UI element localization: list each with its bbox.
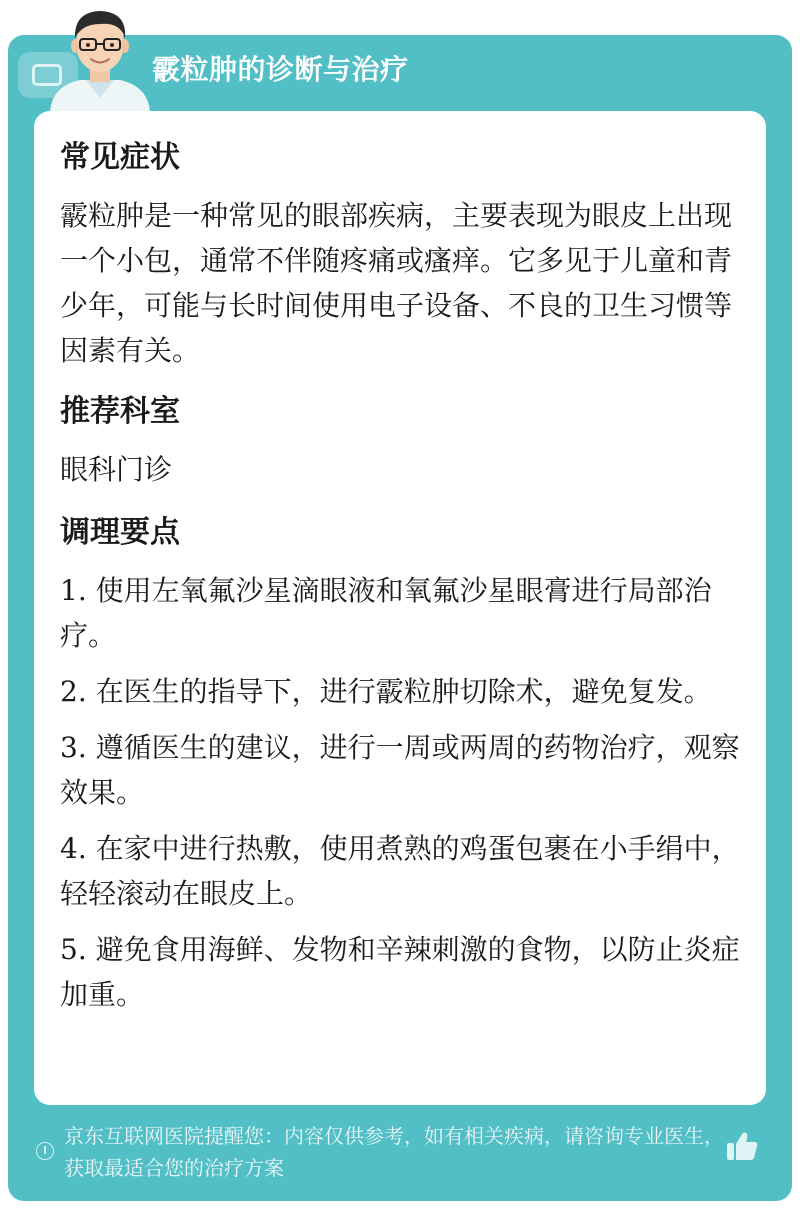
- care-heading: 调理要点: [60, 515, 180, 550]
- care-item-text: 在家中进行热敷，使用煮熟的鸡蛋包裹在小手绢中，轻轻滚动在眼皮上。: [60, 832, 740, 910]
- care-item-number: 3.: [60, 731, 87, 764]
- care-item-number: 2.: [60, 675, 87, 708]
- thumbs-up-icon[interactable]: [724, 1128, 760, 1164]
- info-icon: [36, 1142, 54, 1160]
- care-item: [60, 927, 740, 1017]
- care-item: [60, 826, 740, 916]
- care-item-text: 在医生的指导下，进行霰粒肿切除术，避免复发。: [95, 675, 712, 708]
- department-heading: 推荐科室: [60, 394, 180, 429]
- care-item: [60, 568, 740, 658]
- care-item: [60, 669, 740, 714]
- care-item-number: 4.: [60, 832, 87, 865]
- symptoms-heading: 常见症状: [60, 140, 180, 175]
- care-item-number: 1.: [60, 574, 87, 607]
- care-item-text: 避免食用海鲜、发物和辛辣刺激的食物，以防止炎症加重。: [60, 933, 740, 1011]
- footer-disclaimer: 京东互联网医院提醒您：内容仅供参考，如有相关疾病，请咨询专业医生，获取最适合您的治疗方案: [64, 1124, 724, 1180]
- care-item-text: 使用左氧氟沙星滴眼液和氧氟沙星眼膏进行局部治疗。: [60, 574, 712, 652]
- care-list: [60, 568, 740, 1017]
- care-item: [60, 725, 740, 815]
- care-item-number: 5.: [60, 933, 87, 966]
- content-card: [34, 111, 766, 1105]
- page-title: 霰粒肿的诊断与治疗: [152, 53, 409, 86]
- doctor-avatar: [40, 0, 160, 112]
- care-item-text: 遵循医生的建议，进行一周或两周的药物治疗，观察效果。: [60, 731, 740, 809]
- department-text: 眼科门诊: [60, 453, 173, 486]
- symptoms-text: 霰粒肿是一种常见的眼部疾病，主要表现为眼皮上出现一个小包，通常不伴随疼痛或瘙痒。它多见于儿童和青少年，可能与长时间使用电子设备、不良的卫生习惯等因素有关。: [60, 199, 733, 367]
